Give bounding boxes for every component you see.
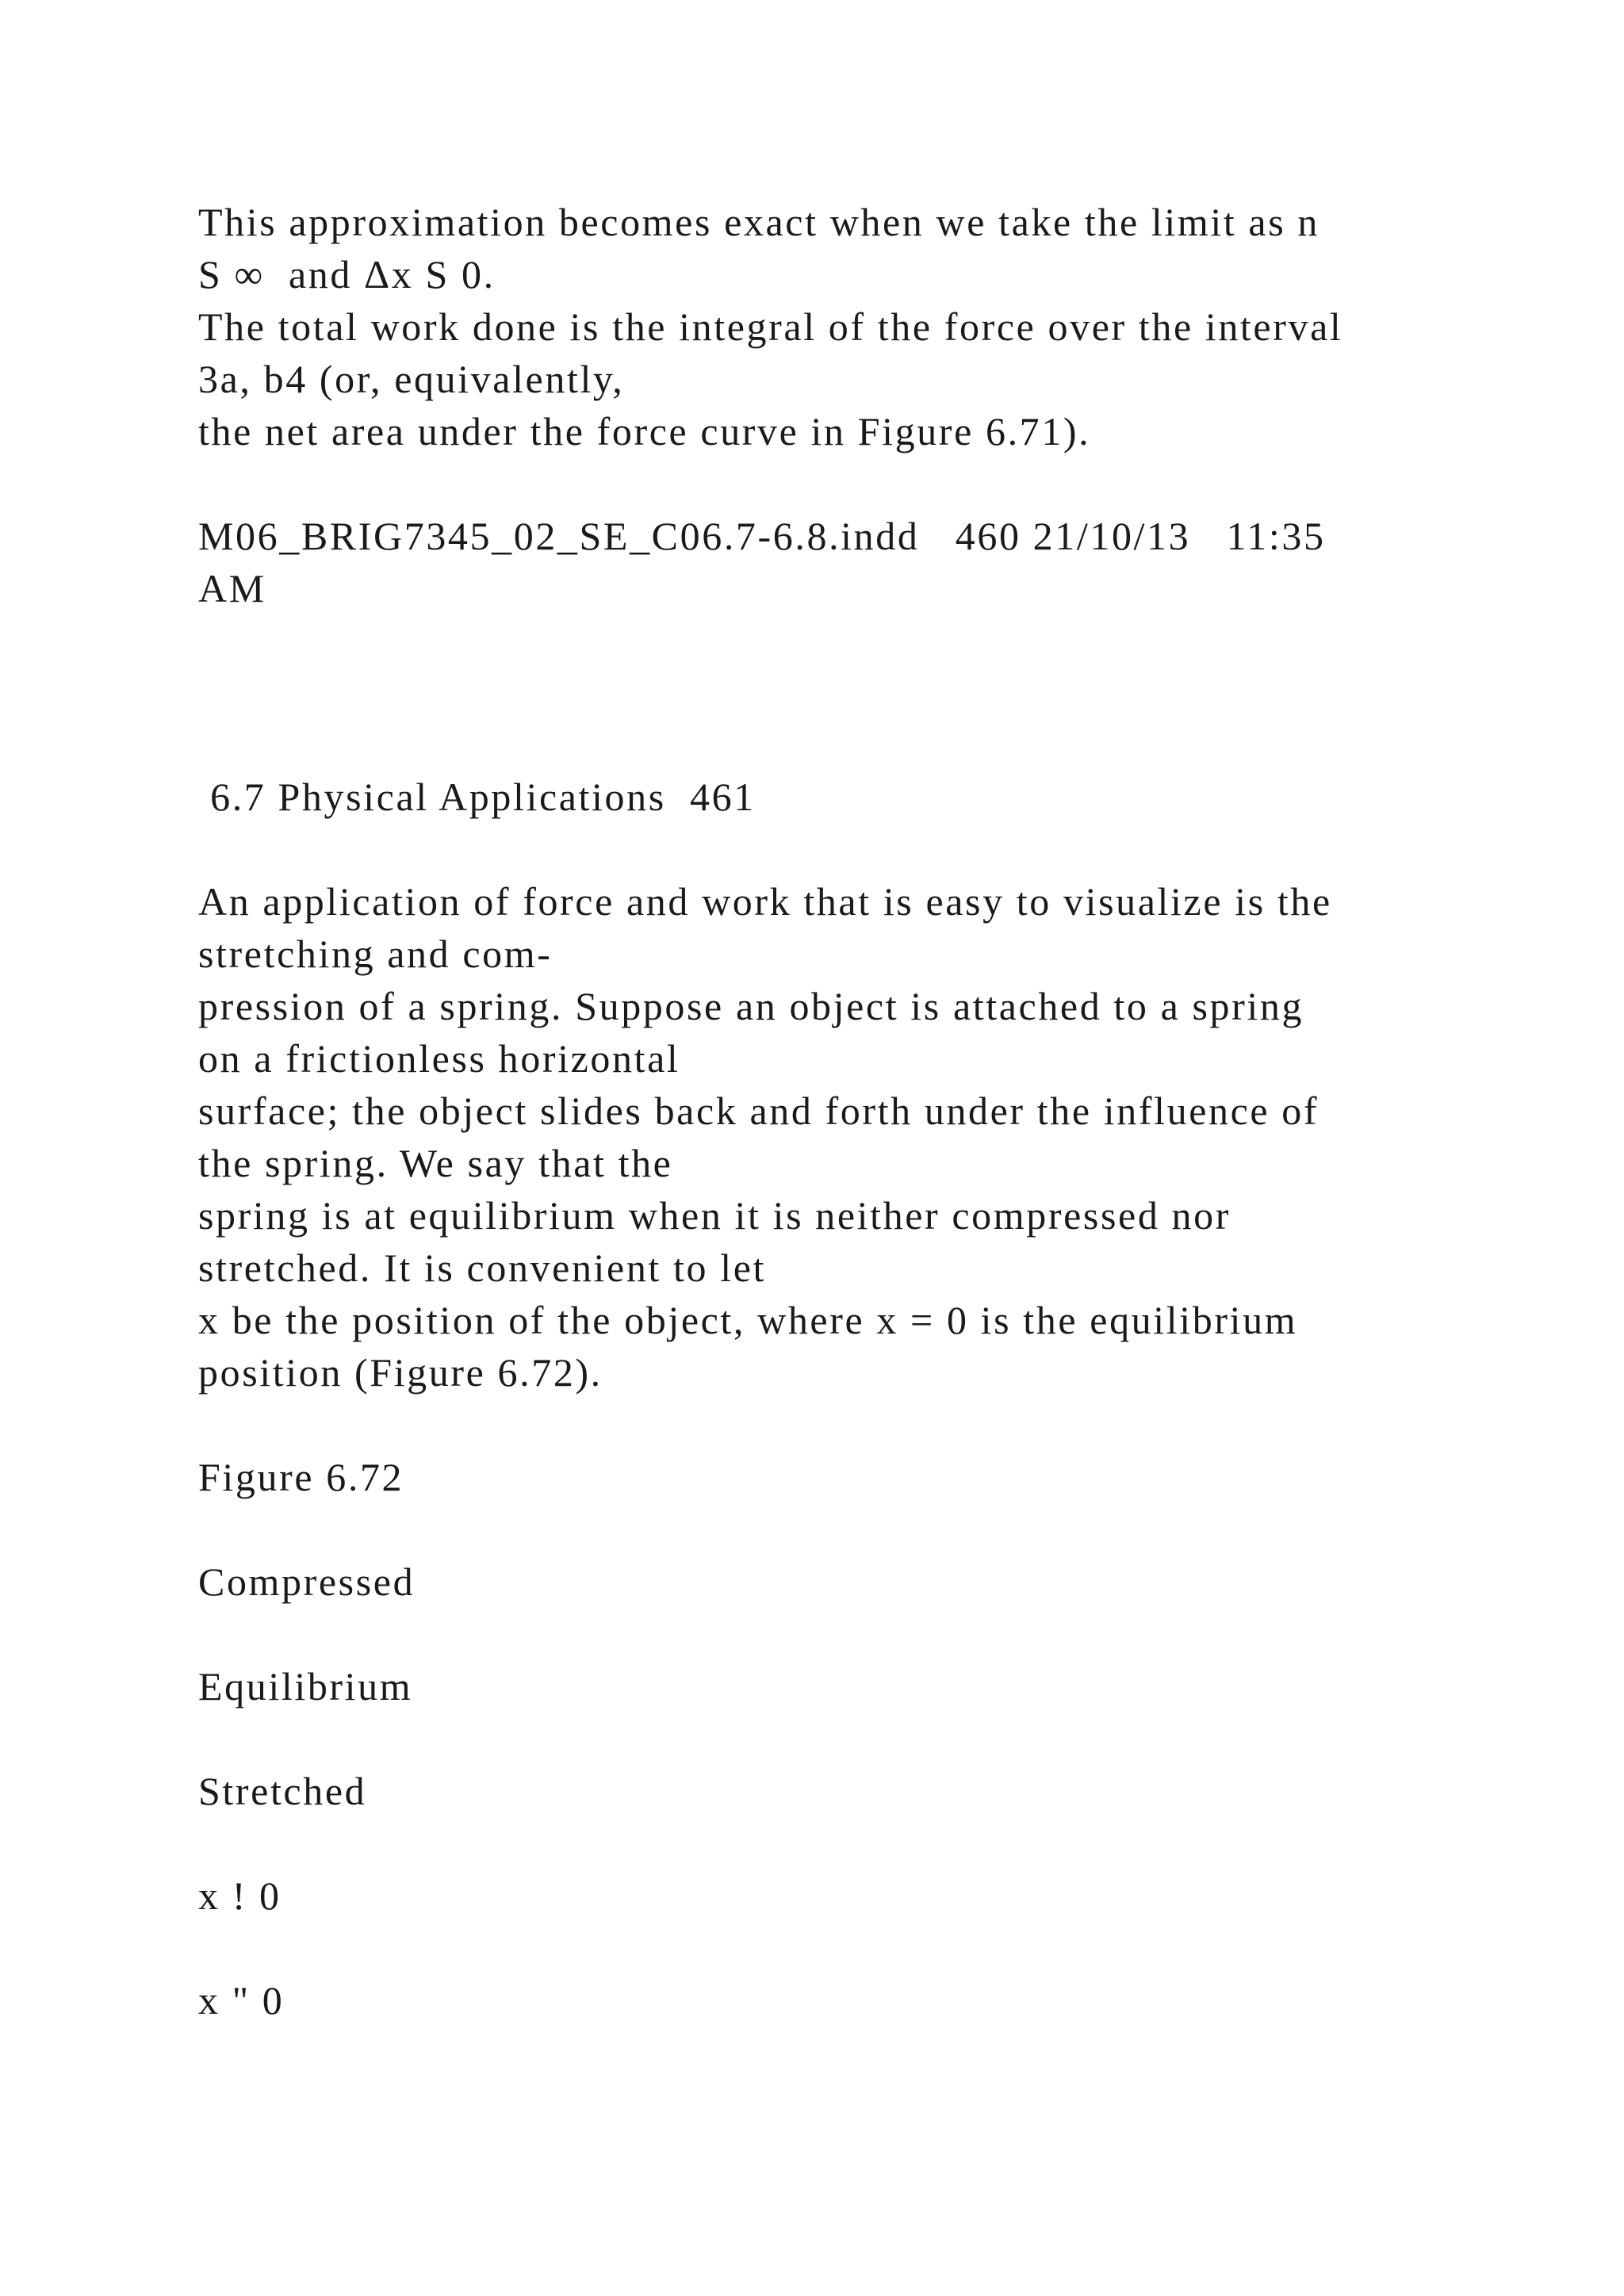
text-line: on a frictionless horizontal [198, 1036, 680, 1081]
text-line: stretched. It is convenient to let [198, 1246, 766, 1290]
text-line: The total work done is the integral of the force over the interval [198, 304, 1343, 349]
footer-slug-line: M06_BRIG7345_02_SE_C06.7-6.8.indd 460 21/10/13 11:35 [198, 514, 1326, 558]
figure-label: Figure 6.72 [198, 1455, 404, 1499]
text-line: This approximation becomes exact when we take the limit as n [198, 200, 1320, 244]
text-line: the net area under the force curve in Figure 6.71). [198, 409, 1091, 453]
text-line: position (Figure 6.72). [198, 1350, 603, 1395]
running-head: 6.7 Physical Applications 461 [198, 775, 756, 819]
text-line: pression of a spring. Suppose an object is attached to a spring [198, 984, 1304, 1028]
figure-x-less-label: x ! 0 [198, 1873, 282, 1918]
figure-compressed-label: Compressed [198, 1559, 416, 1604]
figure-x-greater-label: x " 0 [198, 1978, 285, 2022]
text-line: surface; the object slides back and forth under the influence of [198, 1089, 1320, 1133]
text-line: the spring. We say that the [198, 1141, 673, 1185]
text-line: S ∞ and Δx S 0. [198, 252, 496, 297]
text-line: stretching and com- [198, 932, 553, 976]
text-line: 3a, b4 (or, equivalently, [198, 357, 625, 401]
footer-slug-line: AM [198, 566, 266, 610]
figure-equilibrium-label: Equilibrium [198, 1664, 413, 1709]
text-line: spring is at equilibrium when it is neither compressed nor [198, 1193, 1231, 1238]
text-line: An application of force and work that is easy to visualize is the [198, 879, 1332, 924]
figure-stretched-label: Stretched [198, 1769, 367, 1813]
text-line: x be the position of the object, where x = 0 is the equilibrium [198, 1298, 1298, 1342]
